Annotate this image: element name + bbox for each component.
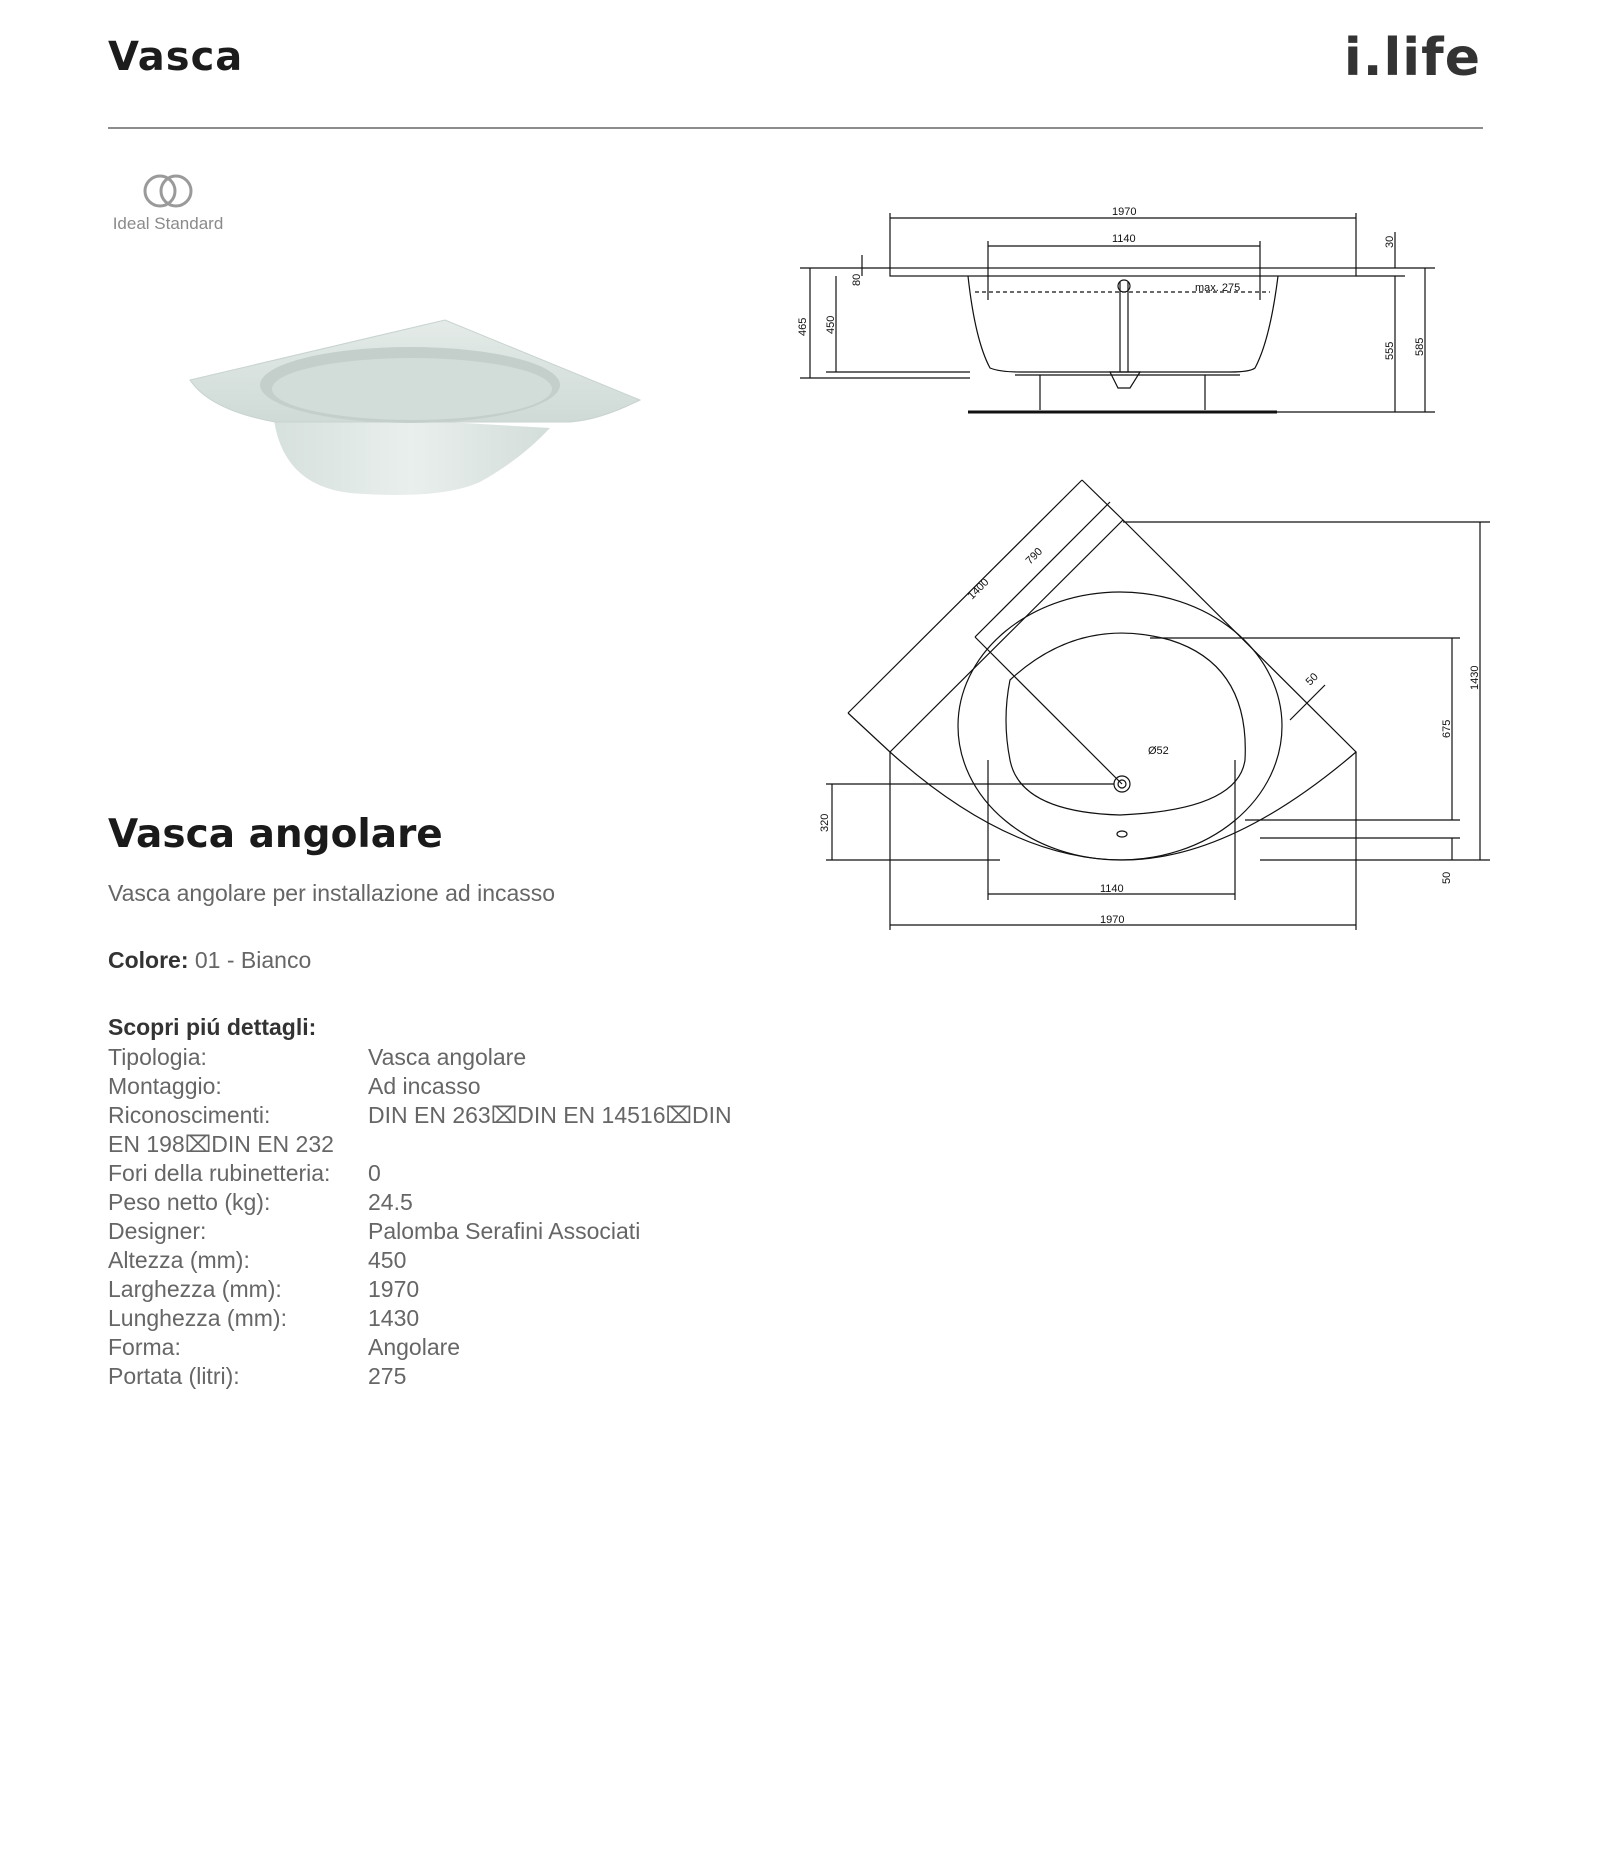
dim-30: 30 [1384,235,1396,248]
detail-key: Designer: [108,1218,207,1244]
dim-1430: 1430 [1469,665,1481,690]
brand-logo-text: i.life [1343,28,1481,88]
color-value: 01 - Bianco [194,947,312,973]
drain-diameter-label: Ø52 [1148,745,1169,757]
product-title: Vasca angolare [108,812,443,857]
detail-value: 0 [368,1160,381,1186]
dim-1400: 1400 [965,576,992,603]
detail-value: 24.5 [368,1189,413,1215]
detail-value: 1430 [368,1305,420,1331]
detail-row [108,1333,728,1362]
dim-320: 320 [819,813,831,832]
logo-text: Ideal Standard [112,214,224,233]
header-title: Vasca [108,34,244,80]
detail-value: Ad incasso [368,1073,481,1099]
dim-790: 790 [1023,545,1046,568]
detail-row [108,1043,728,1072]
detail-value: 1970 [368,1276,420,1302]
details-table [108,1043,732,1391]
detail-row [108,1188,728,1217]
dim-555: 555 [1384,341,1396,360]
detail-key: Riconoscimenti: [108,1102,271,1128]
dim-1970-bottom: 1970 [1100,914,1125,926]
dim-465: 465 [797,317,809,336]
detail-row [108,1072,728,1101]
detail-row [108,1159,728,1188]
detail-row [108,1246,728,1275]
dim-675: 675 [1441,719,1453,738]
detail-row [108,1275,728,1304]
plan-view-drawing [826,480,1490,930]
dim-1140-bottom: 1140 [1100,883,1124,895]
detail-value-wrap: EN 198⌧DIN EN 232 [108,1131,334,1157]
detail-key: Tipologia: [108,1044,207,1070]
detail-key: Peso netto (kg): [108,1189,271,1215]
dim-80: 80 [851,273,863,286]
dim-1140-top: 1140 [1112,233,1136,245]
detail-value: 275 [368,1363,407,1389]
product-subtitle: Vasca angolare per installazione ad incasso [108,880,556,906]
detail-value: DIN EN 263⌧DIN EN 14516⌧DIN [368,1102,732,1128]
max-capacity-label: max. 275 [1195,282,1241,294]
detail-key: Fori della rubinetteria: [108,1160,331,1186]
dim-450: 450 [825,315,837,334]
detail-row [108,1362,728,1391]
dim-50-right: 50 [1441,871,1453,884]
detail-value: 450 [368,1247,407,1273]
detail-row [108,1304,728,1333]
detail-value: Angolare [368,1334,461,1360]
detail-key: Altezza (mm): [108,1247,250,1273]
detail-key: Montaggio: [108,1073,222,1099]
color-label: Colore: [108,947,189,973]
dim-1970-top: 1970 [1112,206,1137,218]
dim-585: 585 [1414,337,1426,356]
detail-key: Lunghezza (mm): [108,1305,287,1331]
details-heading: Scopri piú dettagli: [108,1014,317,1040]
detail-key: Forma: [108,1334,181,1360]
detail-key: Larghezza (mm): [108,1276,282,1302]
detail-row [108,1217,728,1246]
detail-row [108,1101,732,1159]
detail-value: Vasca angolare [368,1044,527,1070]
dim-50-diag: 50 [1303,670,1321,689]
detail-key: Portata (litri): [108,1363,240,1389]
detail-value: Palomba Serafini Associati [368,1218,641,1244]
